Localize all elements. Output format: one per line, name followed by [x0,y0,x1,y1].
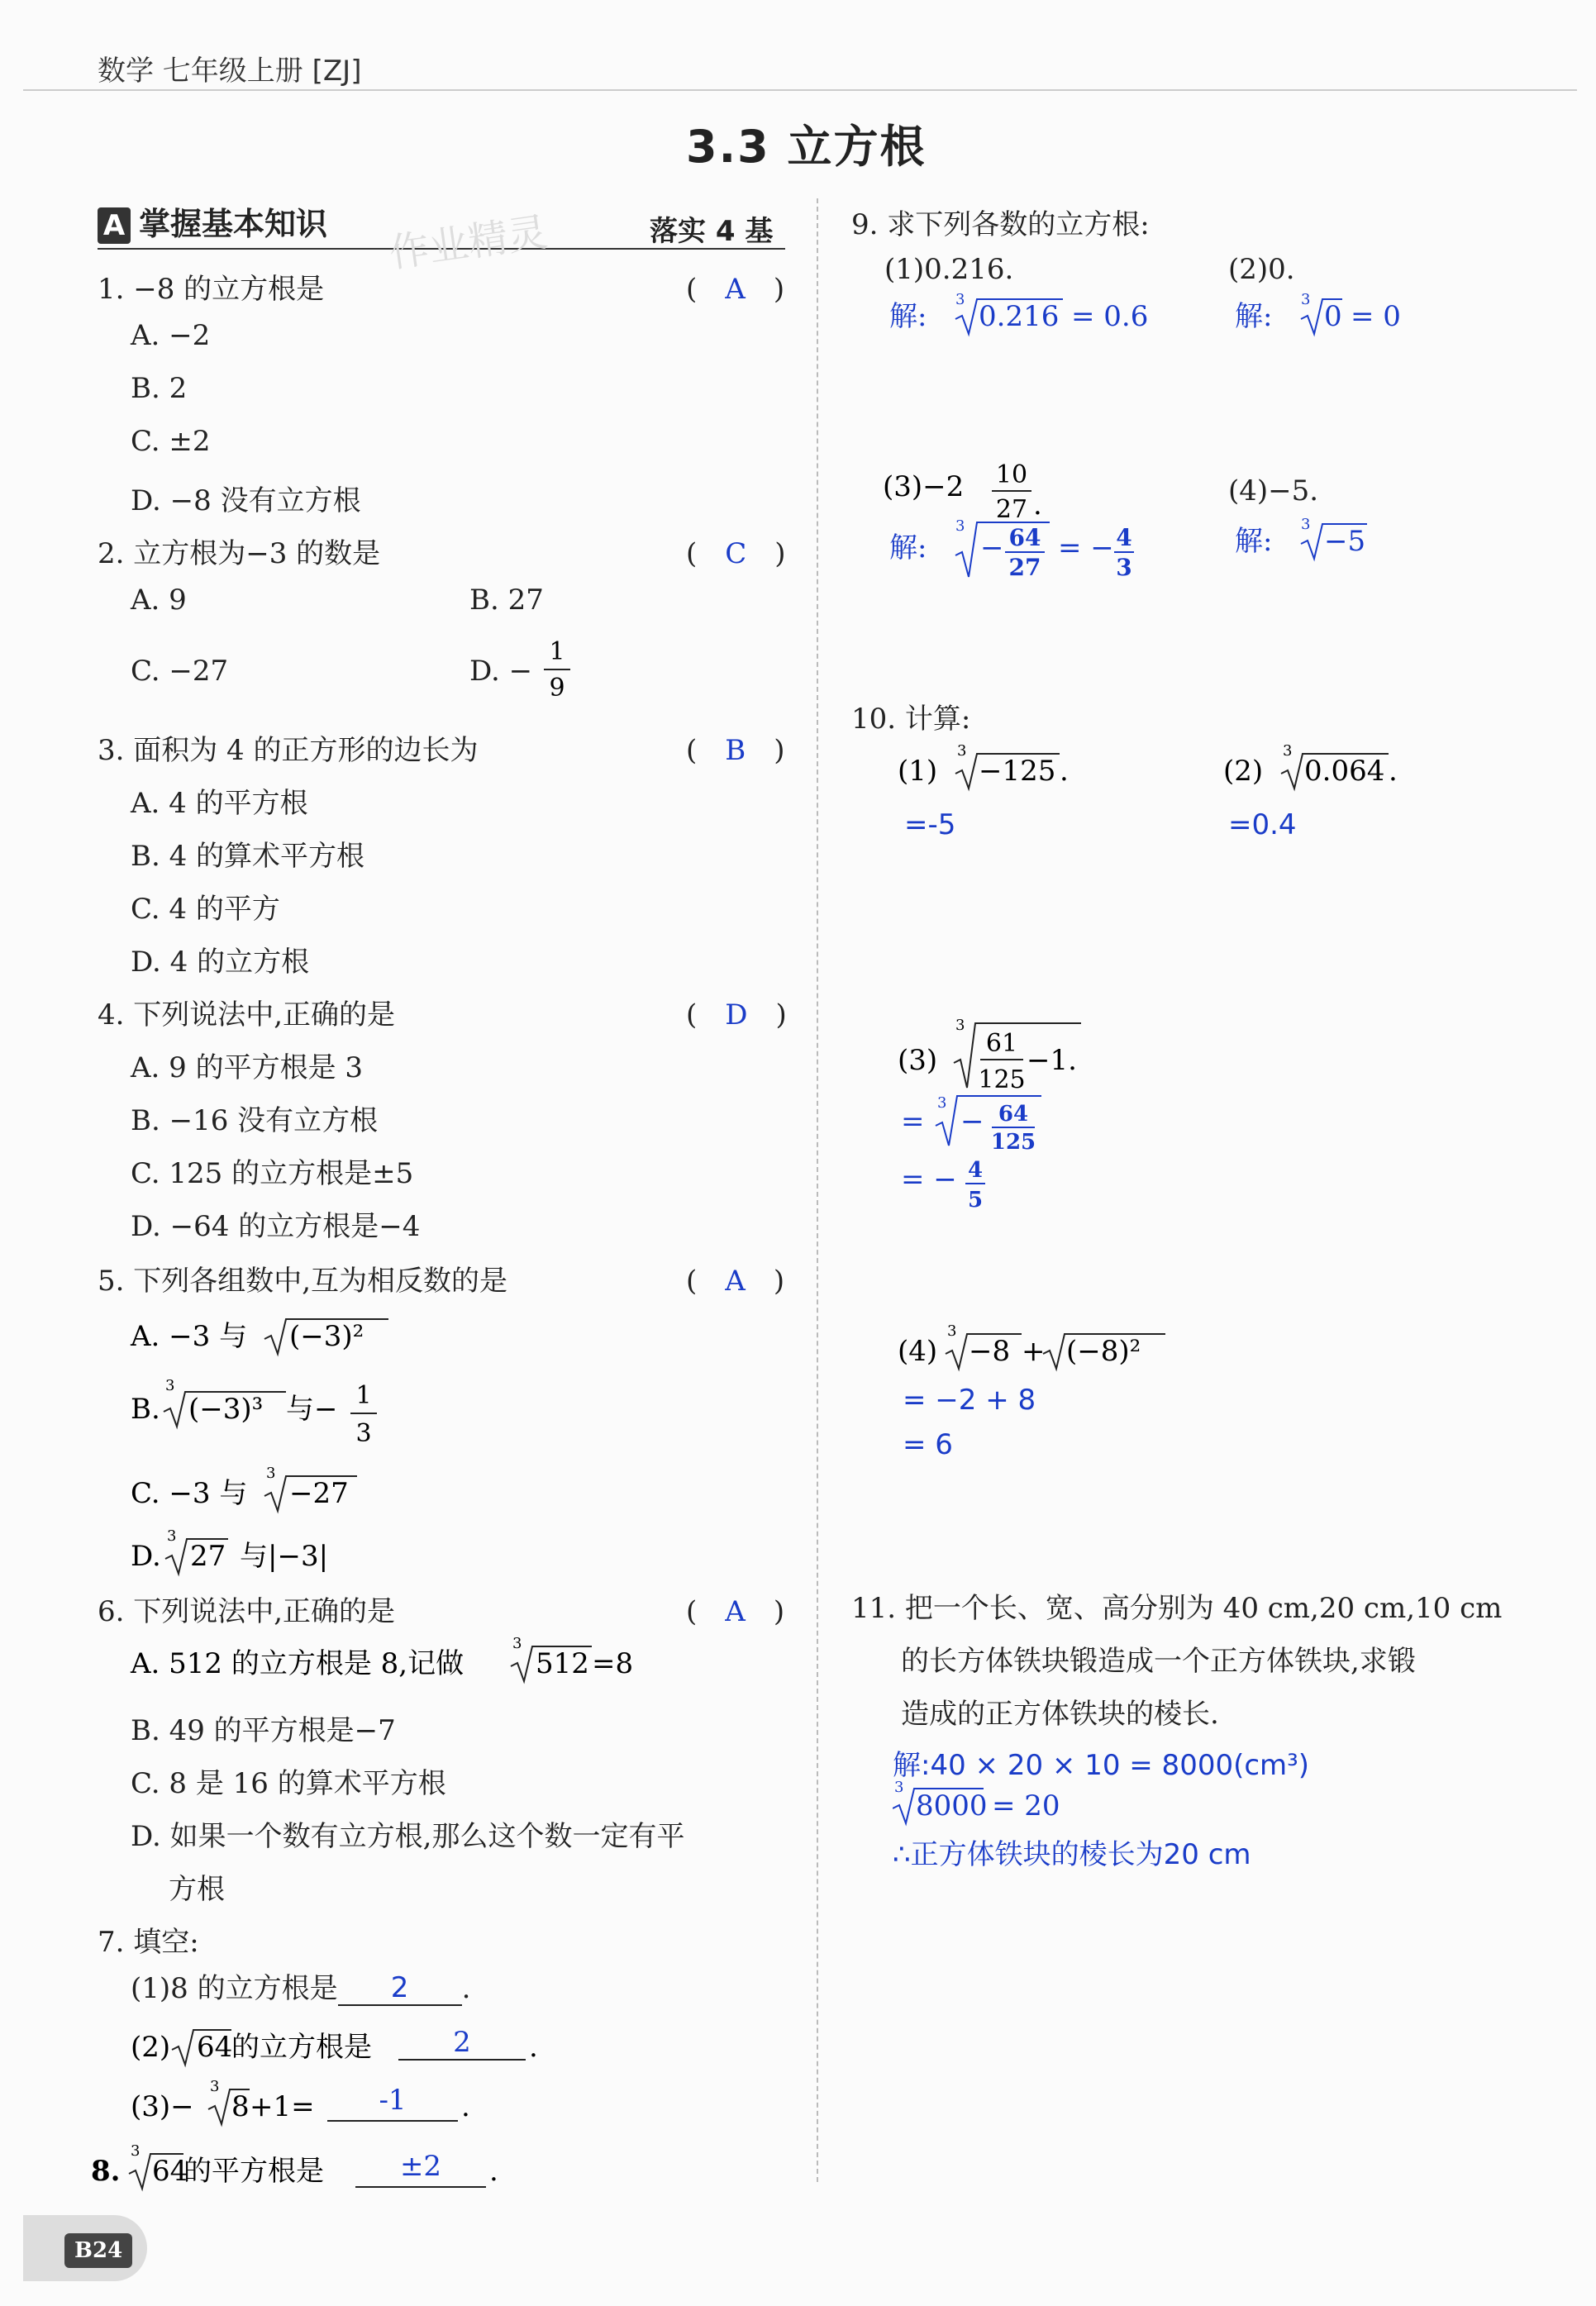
svg-text:3: 3 [131,2142,141,2160]
q5-option-c [124,1463,471,1521]
q5-answer: A [725,1265,746,1298]
q10-p3-l1-eq: = [901,1105,925,1138]
q7-p3-pre: (3)− [131,2090,194,2123]
svg-text:.: . [1033,488,1042,522]
q10-p4-rad1: −8 [969,1335,1011,1368]
q10-p1-answer: =-5 [904,808,956,841]
q2-option-d: D. − [469,655,533,688]
q10-p1 [898,741,1146,798]
q10-p4-label: (4) [898,1335,938,1368]
q6-answer: A [725,1595,746,1628]
q1-option-d: D. −8 没有立方根 [131,484,361,517]
q9-p3-sol-pre: 解: [889,531,927,565]
q10-p3-solution [901,1089,1165,1238]
q10-p2 [1223,741,1488,798]
q1-option-a: A. −2 [131,319,211,352]
q4-option-d: D. −64 的立方根是−4 [131,1210,421,1243]
q6-a-rad: 512 [536,1647,589,1680]
q6-answer-box: ( A ) [686,1595,785,1628]
q7-stem: 7. 填空: [98,1926,199,1959]
header-rule [23,89,1577,91]
svg-text:3: 3 [167,1527,177,1545]
q10-p4-plus: + [1022,1335,1046,1368]
svg-text:3: 3 [947,1322,957,1340]
q10-p2-post: . [1389,755,1398,788]
q9-p4-rad: −5 [1324,525,1366,558]
q9-p3-rden: 3 [1116,554,1132,581]
q3-answer: B [725,734,746,767]
q5-b-num: 1 [355,1381,372,1410]
q10-p1-rad: −125 [979,755,1056,788]
q9-p3-whole-num: 10 [995,460,1028,489]
q4-option-c: C. 125 的立方根是±5 [131,1157,414,1190]
q7-p2-mid: 的立方根是 [231,2031,372,2064]
q5-c-rad: −27 [289,1477,349,1510]
svg-text:3: 3 [894,1779,904,1796]
q10-p2-label: (2) [1223,755,1264,788]
q10-p1-label: (1) [898,755,938,788]
q7-p2-pre: (2) [131,2031,171,2064]
page-title: 3.3 立方根 [686,121,927,173]
q3-answer-box: ( B ) [686,734,785,767]
q9-p3-neg: − [980,531,1004,565]
q10-p3-l2-den: 5 [967,1188,984,1213]
section-header [98,198,327,244]
q10-p1-post: . [1060,755,1069,788]
q8-post: . [489,2155,498,2188]
svg-text:3: 3 [957,742,967,760]
q9-p2-sol-pre: 解: [1235,300,1273,333]
q2-d-num: 1 [549,637,565,666]
q10-p4-line2: = 6 [903,1428,953,1461]
column-divider [817,198,818,2182]
q11-stem-line1: 11. 把一个长、宽、高分别为 40 cm,20 cm,10 cm [851,1592,1503,1625]
q2-option-a: A. 9 [131,584,187,617]
svg-text:3: 3 [512,1635,522,1652]
q2-d-den: 9 [549,674,565,703]
q1-option-c: C. ±2 [131,425,211,458]
q2-option-b: B. 27 [469,584,544,617]
q10-stem: 10. 计算: [851,703,971,736]
q9-p3-rnum: 4 [1116,524,1132,551]
q9-p2-sol-post: = 0 [1351,300,1401,333]
q5-option-a [124,1306,455,1364]
svg-text:3: 3 [210,2078,220,2095]
q7-p3-rad: 8 [231,2090,250,2123]
q10-p2-rad: 0.064 [1304,755,1385,788]
q6-option-c: C. 8 是 16 的算术平方根 [131,1767,446,1800]
q3-stem: 3. 面积为 4 的正方形的边长为 [98,734,479,767]
svg-text:3: 3 [937,1094,947,1112]
q9-p4-label: (4)−5. [1228,474,1319,507]
q9-p3-whole-den: 27 [995,495,1028,524]
q9-p1-sol-post: = 0.6 [1071,300,1149,333]
q11-solution-line1: 解:40 × 20 × 10 = 8000(cm³) [893,1749,1310,1782]
q10-p3-den: 125 [978,1065,1026,1094]
q9-p4-sol-pre: 解: [1235,525,1273,558]
q9-p3-eq: = − [1058,531,1114,565]
q3-option-d: D. 4 的立方根 [131,946,310,979]
q9-p3-num: 64 [1008,524,1041,551]
q5-b-mid: 与− [286,1393,338,1426]
q7-part1 [131,1965,470,2006]
q6-option-d: D. 如果一个数有立方根,那么这个数一定有平 [131,1820,685,1853]
q10-p2-answer: =0.4 [1228,808,1297,841]
q11-stem-line3: 造成的正方体铁块的棱长. [901,1698,1219,1731]
svg-text:3: 3 [266,1465,276,1482]
svg-text:3: 3 [1283,742,1293,760]
q9-p3-den: 27 [1008,554,1041,581]
section-right-label: 落实 4 基 [650,215,774,248]
q10-p3-label: (3) [898,1044,938,1077]
q5-b-pre: B. [131,1393,160,1426]
q9-p1-solution [889,288,1220,345]
q5-stem: 5. 下列各组数中,互为相反数的是 [98,1265,508,1298]
q2-option-c: C. −27 [131,655,229,688]
q11-solution-line2 [893,1777,1174,1835]
q11-stem-line2: 的长方体铁块锻造成一个正方体铁块,求锻 [901,1645,1416,1678]
q5-a-rad: (−3)² [289,1320,364,1353]
q4-answer-box: ( D ) [686,998,787,1032]
q5-d-rad: 27 [190,1540,226,1573]
q1-stem: 1. −8 的立方根是 [98,273,325,306]
q10-p3-l1-neg: − [960,1105,984,1138]
q9-stem: 9. 求下列各数的立方根: [851,208,1150,241]
q7-p2-blank: 2 [453,2026,471,2059]
q3-option-a: A. 4 的平方根 [131,787,308,820]
svg-text:3: 3 [955,1017,965,1034]
q3-option-b: B. 4 的算术平方根 [131,840,365,873]
q5-d-pre: D. [131,1540,161,1573]
q9-p4-solution [1235,512,1483,570]
watermark: 作业精灵 [386,208,550,278]
svg-text:3: 3 [1301,516,1311,533]
section-badge: A [98,207,131,244]
q2-d-fraction [541,636,574,703]
svg-text:3: 3 [1301,291,1311,308]
q8-blank: ±2 [399,2150,442,2183]
q8 [91,2141,521,2199]
q8-pre: 8. [91,2155,121,2188]
q10-p3-num: 61 [985,1029,1018,1058]
q5-a-pre: A. −3 与 [131,1320,248,1353]
q10-p4-line1: = −2 + 8 [903,1384,1036,1417]
q6-option-a [124,1633,653,1691]
q5-option-d [124,1526,471,1584]
svg-text:3: 3 [955,517,965,535]
q5-d-post: 与|−3| [240,1540,329,1573]
q10-p4-rad2: (−8)² [1066,1335,1141,1368]
q2-answer-box: ( C ) [686,537,786,570]
q2-stem: 2. 立方根为−3 的数是 [98,537,381,570]
q1-answer-box: ( A ) [686,273,785,306]
q9-p2-label: (2)0. [1228,253,1295,286]
q3-option-c: C. 4 的平方 [131,893,280,926]
q5-option-b [124,1372,471,1455]
q11-sol2-rad: 8000 [916,1789,988,1822]
svg-text:3: 3 [165,1377,175,1394]
q7-part3 [124,2076,554,2134]
q9-p3-label-text: (3)−2 [883,470,965,503]
q6-option-b: B. 49 的平方根是−7 [131,1714,396,1747]
q5-answer-box: ( A ) [686,1265,785,1298]
q5-b-den: 3 [355,1419,372,1448]
q8-rad: 64 [152,2155,188,2188]
book-header: 数学 七年级上册 [ZJ] [98,55,362,88]
q7-part2 [124,2017,554,2075]
q9-p1-sol-pre: 解: [889,300,927,333]
q4-answer: D [725,998,748,1032]
q9-p1-label: (1)0.216. [884,253,1014,286]
q7-p2-post: . [529,2031,538,2064]
q6-a-post: =8 [592,1647,634,1680]
q4-option-b: B. −16 没有立方根 [131,1104,379,1137]
q10-p4 [898,1321,1228,1379]
q4-stem: 4. 下列说法中,正确的是 [98,998,396,1032]
q7-p3-blank: -1 [379,2084,407,2117]
svg-text:3: 3 [955,291,965,308]
q6-a-pre: A. 512 的立方根是 8,记做 [131,1647,465,1680]
q1-answer: A [725,273,746,306]
q11-solution-line3: ∴正方体铁块的棱长为20 cm [893,1838,1251,1871]
q9-p2-rad: 0 [1324,300,1342,333]
q10-p3-l2: = − [901,1163,957,1196]
q6-option-d-cont: 方根 [169,1873,225,1906]
q1-option-b: B. 2 [131,372,188,405]
q2-answer: C [725,537,747,570]
q7-p3-mid: +1= [250,2090,315,2123]
q10-p3-l1-den: 125 [990,1130,1036,1155]
page-number: B24 [64,2233,132,2268]
q8-mid: 的平方根是 [183,2155,324,2188]
q11-sol2-post: = 20 [992,1789,1060,1822]
q9-p1-rad: 0.216 [979,300,1060,333]
q7-p1-pre: (1)8 的立方根是 [131,1972,338,2005]
q7-p1-blank: 2 [338,1971,462,2006]
q7-p1-post: . [461,1972,471,2005]
q7-p3-post: . [461,2090,470,2123]
q5-c-pre: C. −3 与 [131,1477,248,1510]
q9-p3-solution [889,506,1236,597]
section-label: 掌握基本知识 [139,206,328,242]
q10-p3-l1-num: 64 [998,1102,1029,1127]
q9-p2-solution [1235,288,1483,345]
q4-option-a: A. 9 的平方根是 3 [131,1051,364,1084]
q10-p3-tail: −1. [1027,1044,1077,1077]
q7-p2-rad: 64 [197,2031,233,2064]
q10-p3-l2-num: 4 [967,1158,984,1183]
q5-b-rad: (−3)³ [188,1393,264,1426]
q6-stem: 6. 下列说法中,正确的是 [98,1595,396,1628]
